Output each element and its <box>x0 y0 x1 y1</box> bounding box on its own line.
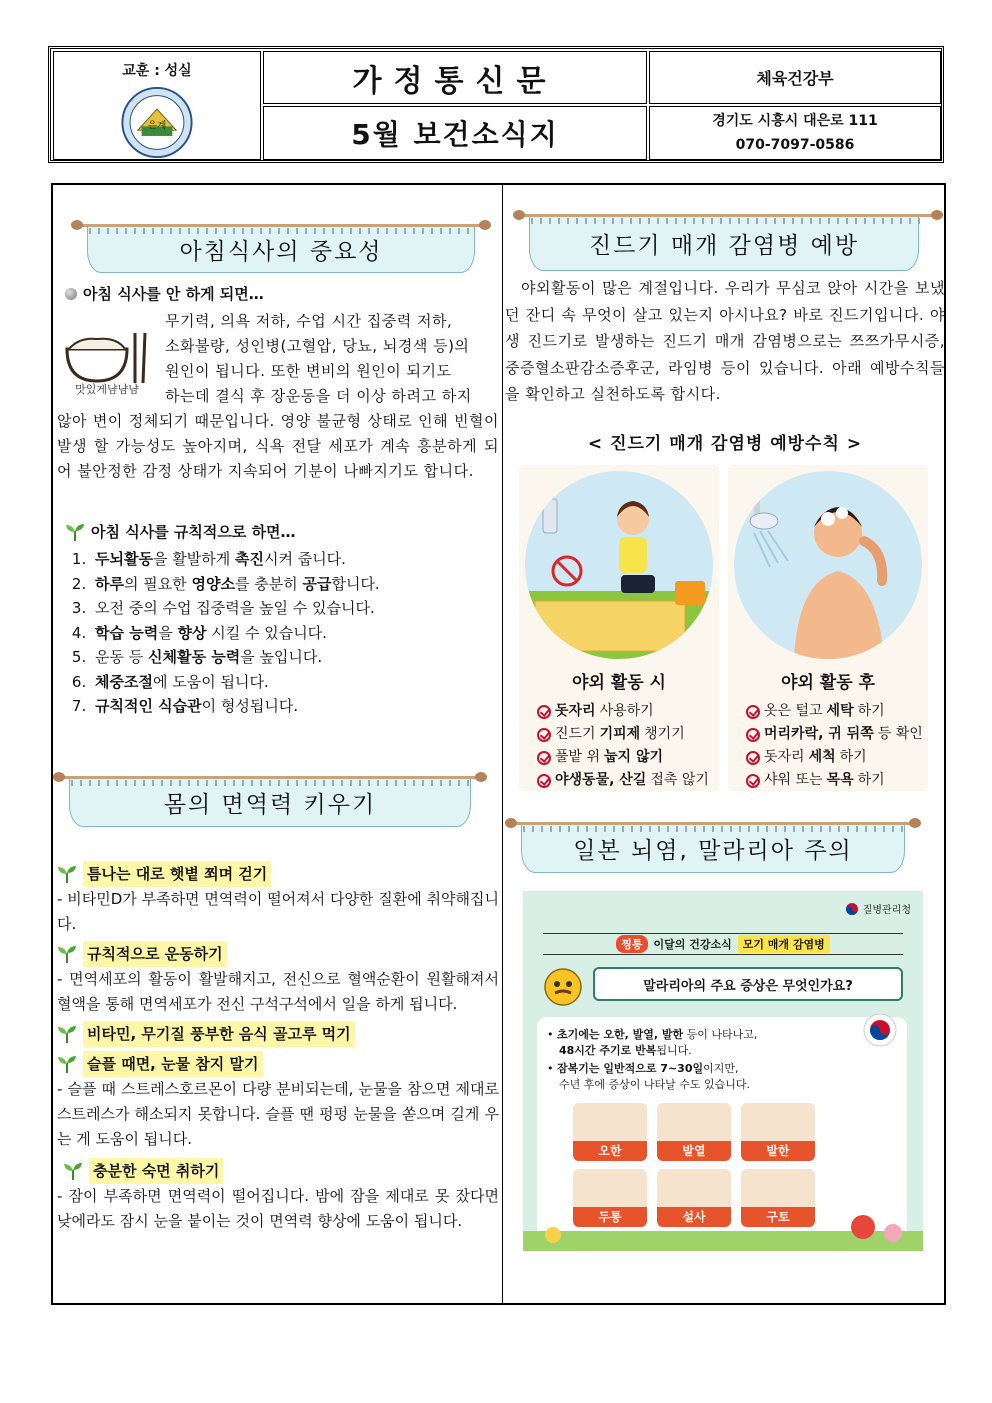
symptom-sweating: 발한 <box>741 1103 815 1161</box>
tip-item <box>57 1021 499 1047</box>
sprout-icon <box>57 945 77 963</box>
sprout-icon <box>57 1025 77 1043</box>
check-icon <box>537 728 551 742</box>
skip-line: 하는데 결식 후 장운동을 더 이상 하려고 하지 <box>165 387 472 405</box>
list-item: 풀밭 위 눕지 않기 <box>537 746 709 769</box>
after-rules-panel <box>728 465 928 791</box>
symptom-bullet-1b: 48시간 주기로 반복됩니다. <box>559 1044 692 1057</box>
skip-line: 소화불량, 성인병(고혈압, 당뇨, 뇌경색 등)의 <box>165 337 470 355</box>
sprout-icon <box>57 865 77 883</box>
agency-logo: 질병관리청 <box>845 901 911 916</box>
poster-question: 말라리아의 주요 증상은 무엇인가요? <box>593 967 903 1001</box>
mosquito-mascot-icon <box>541 965 585 1009</box>
list-item: 샤워 또는 목욕 하기 <box>746 769 923 791</box>
tip-heading: 틈나는 대로 햇볕 쬐며 걷기 <box>83 861 271 887</box>
tip-heading: 충분한 숙면 취하기 <box>89 1158 223 1184</box>
check-icon <box>746 774 760 788</box>
benefit-list <box>67 547 487 719</box>
symptom-fever: 발열 <box>657 1103 731 1161</box>
check-icon <box>537 774 551 788</box>
list-item: 2. 하루의 필요한 영양소를 충분히 공급합니다. <box>91 572 487 597</box>
newsletter-title: 가정통신문 <box>263 51 647 104</box>
symptom-diarrhea: 설사 <box>657 1169 731 1227</box>
symptom-bullet-2: • 잠복기는 일반적으로 7~30일이지만, <box>547 1062 739 1075</box>
list-item: 5. 운동 등 신체활동 능력을 높입니다. <box>91 645 487 670</box>
poster-tag-text: 이달의 건강소식 <box>653 938 732 951</box>
list-item: 진드기 기피제 챙기기 <box>537 723 709 746</box>
check-icon <box>537 751 551 765</box>
list-item: 4. 학습 능력을 향상 시킬 수 있습니다. <box>91 621 487 646</box>
rice-bowl-caption: 맛있게냠냠냠 <box>75 383 139 395</box>
skip-breakfast-text-wrap <box>165 309 499 409</box>
skip-breakfast-heading: 아침 식사를 안 하게 되면… <box>65 283 264 304</box>
list-item: 3. 오전 중의 수업 집중력을 높일 수 있습니다. <box>91 596 487 621</box>
symptom-bullet-1: • 초기에는 오한, 발열, 발한 등이 나타나고, <box>547 1028 758 1041</box>
sprout-icon <box>63 1162 83 1180</box>
newsletter-header <box>48 46 944 163</box>
list-item: 돗자리 사용하기 <box>537 700 709 723</box>
rice-bowl-icon <box>61 315 155 395</box>
regular-breakfast-heading: 아침 식사를 규칙적으로 하면… <box>65 521 296 542</box>
poster-tag-yellow: 모기 매개 감염병 <box>738 935 830 953</box>
skip-breakfast-text: 않아 변이 정체되기 때문입니다. 영양 불균형 상태로 인해 빈혈이 발생 할 가능성도 높아지며, 식욕 전달 세포가 계속 흥분하게 되어 불안정한 감정 상태가 지속되어 기분이 나빠지기도 합니다. <box>57 412 499 480</box>
tip-heading: 규칙적으로 운동하기 <box>83 941 227 967</box>
symptom-headache: 두통 <box>573 1169 647 1227</box>
tick-banner <box>513 209 943 271</box>
tick-rules-title: < 진드기 매개 감염병 예방수칙 > <box>587 434 863 454</box>
column-divider <box>502 185 503 1303</box>
check-icon <box>746 705 760 719</box>
school-address: 경기도 시흥시 대은로 111 <box>712 113 878 129</box>
banner-title: 아침식사의 중요성 <box>87 227 475 273</box>
poster-tag-red: 찡통 <box>616 935 647 953</box>
list-item: 7. 규칙적인 식습관이 형성됩니다. <box>91 694 487 719</box>
school-motto: 교훈 : 성실 <box>122 63 192 79</box>
tip-item <box>57 1158 499 1234</box>
sprout-icon <box>57 1055 77 1073</box>
list-item: 야생동물, 산길 접촉 않기 <box>537 769 709 791</box>
list-item: 머리카락, 귀 뒤쪽 등 확인 <box>746 723 923 746</box>
tip-item <box>57 941 499 1017</box>
poster-tagline <box>543 933 903 955</box>
after-rule-list <box>746 700 923 791</box>
tip-body: - 슬플 때 스트레스호르몬이 다량 분비되는데, 눈물을 참으면 제대로 스트레스가 해소되지 못합니다. 슬플 땐 펑펑 눈물을 쏟으며 길게 우는 게 도움이 됩니다. <box>57 1080 499 1148</box>
skip-line: 원인이 됩니다. 또한 변비의 원인이 되기도 <box>165 362 452 380</box>
tip-heading: 비타민, 무기질 풍부한 음식 골고루 먹기 <box>83 1021 355 1047</box>
check-icon <box>537 705 551 719</box>
tip-item <box>57 1051 499 1152</box>
tick-intro: 야외활동이 많은 계절입니다. 우리가 무심코 앉아 시간을 보냈던 잔디 속 무엇이 살고 있는지 아시나요? 바로 진드기입니다. 야생 진드기로 발생하는 진드기 매개 감염병으로는 쯔쯔가무시증, 중증혈소판감소증후군, 라임병 등이 있습니다. 아래 예방수칙들을 확인하고 실천하도록 합시다. <box>505 279 945 403</box>
list-item: 옷은 털고 세탁 하기 <box>746 700 923 723</box>
logo-text: 은계 <box>147 120 167 132</box>
tip-body: - 잠이 부족하면 면역력이 떨어집니다. 밤에 잠을 제대로 못 잤다면 낮에라도 잠시 눈을 붙이는 것이 면역력 향상에 도움이 됩니다. <box>57 1187 499 1230</box>
bullet-icon <box>65 288 77 300</box>
list-item: 돗자리 세척 하기 <box>746 746 923 769</box>
malaria-poster <box>523 891 923 1251</box>
taegeuk-icon <box>845 902 859 916</box>
check-icon <box>746 728 760 742</box>
tip-heading: 슬플 때면, 눈물 참지 말기 <box>83 1051 263 1077</box>
content-frame <box>51 183 946 1305</box>
picnic-illustration-icon <box>525 471 713 659</box>
list-item: 1. 두뇌활동을 활발하게 촉진시켜 줍니다. <box>91 547 487 572</box>
immunity-banner <box>53 771 487 827</box>
school-emblem-icon <box>119 86 195 159</box>
agency-emblem-icon <box>863 1013 897 1047</box>
tip-item <box>57 861 499 937</box>
symptom-chills: 오한 <box>573 1103 647 1161</box>
outdoor-label: 야외 활동 시 <box>572 673 666 693</box>
school-phone: 070-7097-0586 <box>735 137 855 153</box>
check-icon <box>746 751 760 765</box>
outdoor-rule-list <box>537 700 709 791</box>
newsletter-subtitle: 5월 보건소식지 <box>263 106 647 160</box>
outdoor-rules-panel <box>519 465 719 791</box>
banner-title: 진드기 매개 감염병 예방 <box>529 217 919 271</box>
banner-title: 몸의 면역력 키우기 <box>69 779 471 827</box>
after-label: 야외 활동 후 <box>781 673 875 693</box>
flower-decoration-icon <box>523 1211 923 1251</box>
motto-cell <box>53 51 261 160</box>
banner-title: 일본 뇌염, 말라리아 주의 <box>521 825 905 873</box>
immunity-tips <box>57 861 499 1234</box>
tip-body: - 면역세포의 활동이 활발해지고, 전신으로 혈액순환이 원활해져서 혈액을 통해 면역세포가 전신 구석구석에서 일을 하게 됩니다. <box>57 970 499 1013</box>
tip-body: - 비타민D가 부족하면 면역력이 떨어져서 다양한 질환에 취약해집니다. <box>57 890 499 933</box>
breakfast-banner <box>71 219 491 273</box>
contact-cell <box>649 106 941 160</box>
sprout-icon <box>65 523 85 541</box>
list-item: 6. 체중조절에 도움이 됩니다. <box>91 670 487 695</box>
symptom-bullet-2b: 수년 후에 증상이 나타날 수도 있습니다. <box>559 1078 750 1091</box>
malaria-banner <box>505 817 921 873</box>
shower-illustration-icon <box>734 471 922 659</box>
department: 체육건강부 <box>649 51 941 104</box>
symptom-vomiting: 구토 <box>741 1169 815 1227</box>
skip-line: 무기력, 의욕 저하, 수업 시간 집중력 저하, <box>165 312 453 330</box>
